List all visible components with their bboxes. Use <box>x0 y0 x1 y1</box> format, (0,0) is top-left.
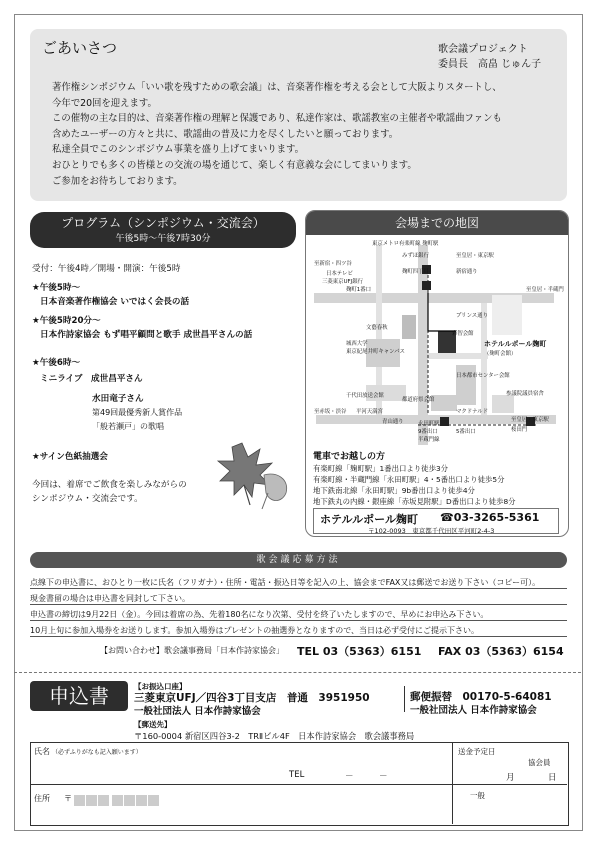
cut-line <box>14 672 581 673</box>
maple-leaf-illustration <box>212 435 294 515</box>
map-label: 都道府県会館 <box>402 397 435 403</box>
hotel-phone: ☎03-3265-5361 <box>440 511 540 524</box>
table-divider <box>452 742 453 824</box>
map-label: （麹町会館） <box>484 351 517 357</box>
program-title: プログラム（シンポジウム・交流会） <box>61 216 265 230</box>
map-label: 平河天満宮 <box>356 409 383 415</box>
underline <box>30 620 567 621</box>
program-item-time: ★午後5時～ <box>32 283 81 293</box>
map-label: 至皇居・東京駅 <box>511 417 549 423</box>
hotel-address: 〒102-0093 東京都千代田区平河町2-4-3 <box>368 527 495 535</box>
greeting-org: 歌会議プロジェクト <box>438 44 528 55</box>
map-label: 城西大学 <box>346 341 368 347</box>
program-header <box>30 212 296 248</box>
postal-box[interactable] <box>136 795 147 806</box>
postal-box[interactable] <box>124 795 135 806</box>
access-title: 電車でお越しの方 <box>313 452 386 462</box>
access-line: 地下鉄丸の内線・銀座線「赤坂見附駅」D番出口より徒歩8分 <box>313 497 516 506</box>
application-header: 歌会議応募方法 <box>30 552 567 568</box>
underline <box>30 588 567 589</box>
tel-label: TEL <box>289 770 305 780</box>
map-label: 麹町四丁目 <box>402 269 429 275</box>
greeting-line: おひとりでも多くの皆様との交流の場を通じて、楽しく有意義な会にしてまいります。 <box>52 159 417 171</box>
underline <box>30 604 567 605</box>
closing-line: シンポジウム・交流会です。 <box>32 494 143 504</box>
general-label: 一般 <box>470 791 485 800</box>
map-label: 千代田放送会館 <box>346 393 384 399</box>
map-label: 至皇居・半蔵門 <box>526 287 564 293</box>
map-label: 至新宿・四ツ谷 <box>314 261 352 267</box>
map-label: 彩智会館 <box>452 331 474 337</box>
application-line: 現金書留の場合は申込書を同封して下さい。 <box>30 594 190 603</box>
program-time: 午後5時～午後7時30分 <box>115 234 211 244</box>
application-line: 10月上旬に参加入場券をお送りします。参加入場券はプレゼントの抽選券となりますので、当日は必ず受付にご提示下さい。 <box>30 626 480 635</box>
postal-transfer: 郵便振替 00170-5-64081 <box>410 691 552 703</box>
map-label: 日本都市センター会館 <box>456 373 510 379</box>
send-date-label: 送金予定日 <box>458 747 496 756</box>
map-label: プリンス通り <box>456 313 488 319</box>
postal-box[interactable] <box>98 795 109 806</box>
postal-holder: 一般社団法人 日本作詩家協会 <box>410 705 537 716</box>
map-label: 青山通り <box>382 419 404 425</box>
greeting-line: 含めたユーザーの方々と共に、歌謡曲の普及に力を尽くしたいと願っております。 <box>52 128 399 140</box>
greeting-body <box>52 80 552 189</box>
postal-mark: 〒 <box>64 794 72 803</box>
contact-label: 【お問い合わせ】歌会議事務局「日本作詩家協会」 <box>100 646 284 655</box>
bank-account: 三菱東京UFJ／四谷3丁目支店 普通 3951950 <box>134 692 370 704</box>
program-item-text: 日本音楽著作権協会 いではく会長の話 <box>40 297 190 307</box>
postal-box[interactable] <box>74 795 85 806</box>
access-line: 有楽町線「麹町駅」1番出口より徒歩3分 <box>313 464 449 473</box>
song-text: 「般若瀬戸」の歌唱 <box>92 422 164 431</box>
award-text: 第49回最優秀新人賞作品 <box>92 408 183 417</box>
greeting-line: 今年で20回を迎えます。 <box>52 97 157 109</box>
greeting-chair: 委員長 高畠 じゅん子 <box>438 59 542 70</box>
greeting-line: ご参加をお待ちしております。 <box>52 175 183 187</box>
closing-line: 今回は、着席でご飲食を楽しみながらの <box>32 480 187 490</box>
application-line: 申込書の締切は9月22日（金）。今回は着席の為、先着180名になり次第、受付を終了いたしますので、早めにお申込み下さい。 <box>30 610 489 619</box>
postal-box[interactable] <box>148 795 159 806</box>
map-label: 半蔵門線 <box>418 437 440 443</box>
postal-code-boxes[interactable] <box>74 791 159 810</box>
program-reception: 受付：午後4時／開場・開演：午後5時 <box>32 264 181 274</box>
program-item-time: ★午後5時20分～ <box>32 316 101 326</box>
month-label: 月 <box>506 773 515 783</box>
table-divider <box>30 784 452 785</box>
postal-box[interactable] <box>112 795 123 806</box>
map-label: 麹町1番口 <box>346 287 371 293</box>
map-label: 参議院議員宿舎 <box>506 391 544 397</box>
map-label: 文藝春秋 <box>366 325 388 331</box>
greeting-line: 私達全員でこのシンポジウム事業を盛り上げてまいります。 <box>52 144 305 156</box>
access-line: 有楽町線・半蔵門線「永田町駅」4・5番出口より徒歩5分 <box>313 475 505 484</box>
bank-label: 【お振込口座】 <box>134 682 187 691</box>
underline <box>30 636 567 637</box>
name-field[interactable] <box>60 757 280 779</box>
greeting-line: この催物の主な目的は、音楽著作権の理解と保護であり、私達作家は、歌謡教室の主催者や歌謡曲ファンも <box>52 113 502 125</box>
contact-tel: TEL 03（5363）6151 <box>297 645 422 658</box>
contact-fax: FAX 03（5363）6154 <box>438 645 564 658</box>
name-note: （必ずふりがなも記入願います） <box>52 749 142 756</box>
greeting-line: 著作権シンポジウム「いい歌を残すための歌会議」は、音楽著作権を考える会として大阪よりスタートし、 <box>52 82 502 93</box>
table-divider <box>452 784 567 785</box>
map-label: 永田町駅 <box>418 421 440 427</box>
form-title: 申込書 <box>30 681 128 711</box>
application-line: 点線下の申込書に、おひとり一枚に氏名（フリガナ）・住所・電話・振込日等を記入の上、協会までFAX又は郵送でお送り下さい（コピー可）。 <box>30 578 541 587</box>
bank-holder: 一般社団法人 日本作詩家協会 <box>134 706 261 717</box>
tel-field[interactable] <box>310 764 440 782</box>
map-label: 新宿通り <box>456 269 478 275</box>
access-line: 地下鉄南北線「永田町駅」9b番出口より徒歩4分 <box>313 486 475 495</box>
program-item-text: 日本作詩家協会 もず唱平顧問と歌手 成世昌平さんの話 <box>40 330 253 340</box>
map-label: 日本テレビ <box>326 271 353 277</box>
program-item-time: ★午後6時～ <box>32 358 81 368</box>
second-singer: 水田竜子さん <box>92 394 144 404</box>
map-label: 至皇居・東京駅 <box>456 253 494 259</box>
mail-address: 〒160-0004 新宿区四谷3-2 TRⅡビル4F 日本作詩家協会 歌会議事務局 <box>134 731 415 741</box>
map-label: 5番出口 <box>456 429 476 435</box>
map-hotel-label: ホテルルポール麹町 <box>484 340 547 348</box>
map-label: マクドナルド <box>456 409 489 415</box>
map-title: 会場までの地図 <box>306 211 568 235</box>
hotel-name: ホテルルポール麹町 <box>320 513 418 526</box>
address-field[interactable] <box>160 790 445 820</box>
name-label: 氏名 <box>34 747 50 756</box>
tel-separator: － － <box>345 772 388 782</box>
program-item-text: ミニライブ 成世昌平さん <box>40 374 143 384</box>
map-label: 三菱東京UFJ銀行 <box>322 279 363 285</box>
map-label: 東京メトロ有楽町線 麹町駅 <box>372 241 439 247</box>
autograph-lottery: ★サイン色紙抽選会 <box>32 452 108 462</box>
member-label: 協会員 <box>528 758 551 767</box>
map-label: 至赤坂・渋谷 <box>314 409 347 415</box>
mail-label: 【郵送先】 <box>134 720 172 729</box>
map-label: 東京紀尾井町キャンパス <box>346 349 405 355</box>
day-label: 日 <box>548 773 557 783</box>
divider <box>404 686 405 712</box>
postal-box[interactable] <box>86 795 97 806</box>
greeting-title: ごあいさつ <box>42 39 118 57</box>
address-label: 住所 <box>34 794 50 803</box>
map-label: 桜田門 <box>511 427 528 433</box>
map-label: 9番出口 <box>418 429 438 435</box>
map-label: みずほ銀行 <box>402 253 429 259</box>
